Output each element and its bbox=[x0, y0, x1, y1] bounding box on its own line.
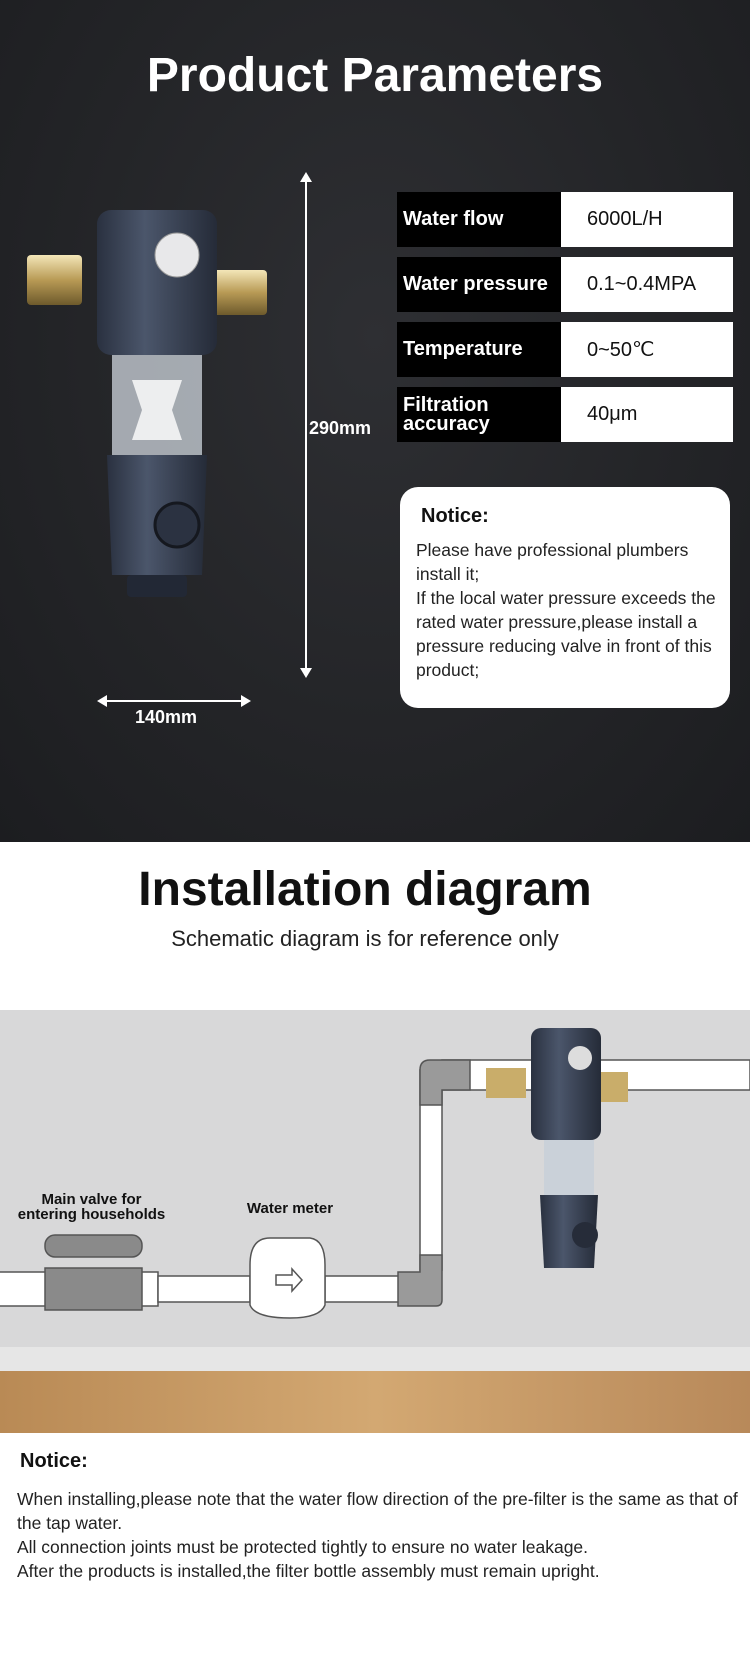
installation-notice bbox=[17, 1450, 740, 1583]
installation-title: Installation diagram bbox=[138, 863, 592, 916]
label-line: Main valve for bbox=[41, 1191, 142, 1208]
notice-line: When installing,please note that the water flow direction of the pre-filter is the same as that of the tap water. bbox=[17, 1489, 738, 1533]
spec-value: 0~50℃ bbox=[561, 322, 733, 377]
height-dimension-label: 290mm bbox=[309, 418, 372, 438]
spec-value: 40μm bbox=[561, 387, 733, 442]
label-line: entering households bbox=[17, 1206, 166, 1223]
width-dimension-arrow bbox=[99, 700, 249, 702]
spec-row-temperature bbox=[397, 322, 733, 377]
width-dimension-label: 140mm bbox=[135, 707, 198, 727]
notice-line: After the products is installed,the filter bottle assembly must remain upright. bbox=[17, 1561, 600, 1581]
notice-heading: Notice: bbox=[421, 505, 489, 527]
main-valve-label bbox=[4, 1192, 179, 1222]
spec-row-water-flow bbox=[397, 192, 733, 247]
spec-label: Water pressure bbox=[397, 257, 561, 312]
spec-label: Temperature bbox=[397, 322, 561, 377]
notice-line: Please have professional plumbers install it; bbox=[416, 540, 689, 584]
height-dimension-arrow bbox=[305, 174, 307, 676]
page-title: Product Parameters bbox=[146, 49, 604, 102]
notice-line: If the local water pressure exceeds the rated water pressure,please install a pressure reducing valve in front of this product; bbox=[416, 588, 716, 680]
spec-row-water-pressure bbox=[397, 257, 733, 312]
spec-value: 0.1~0.4MPA bbox=[561, 257, 733, 312]
notice-card bbox=[400, 487, 730, 708]
spec-row-filtration-accuracy bbox=[397, 387, 733, 442]
spec-label: Filtration accuracy bbox=[397, 387, 561, 442]
installation-subtitle: Schematic diagram is for reference only bbox=[171, 926, 559, 951]
notice-line: All connection joints must be protected tightly to ensure no water leakage. bbox=[17, 1537, 589, 1557]
spec-value: 6000L/H bbox=[561, 192, 733, 247]
water-meter-label: Water meter bbox=[246, 1200, 334, 1217]
notice-heading: Notice: bbox=[20, 1450, 88, 1472]
spec-label: Water flow bbox=[397, 192, 561, 247]
filter-product-image bbox=[22, 200, 292, 630]
